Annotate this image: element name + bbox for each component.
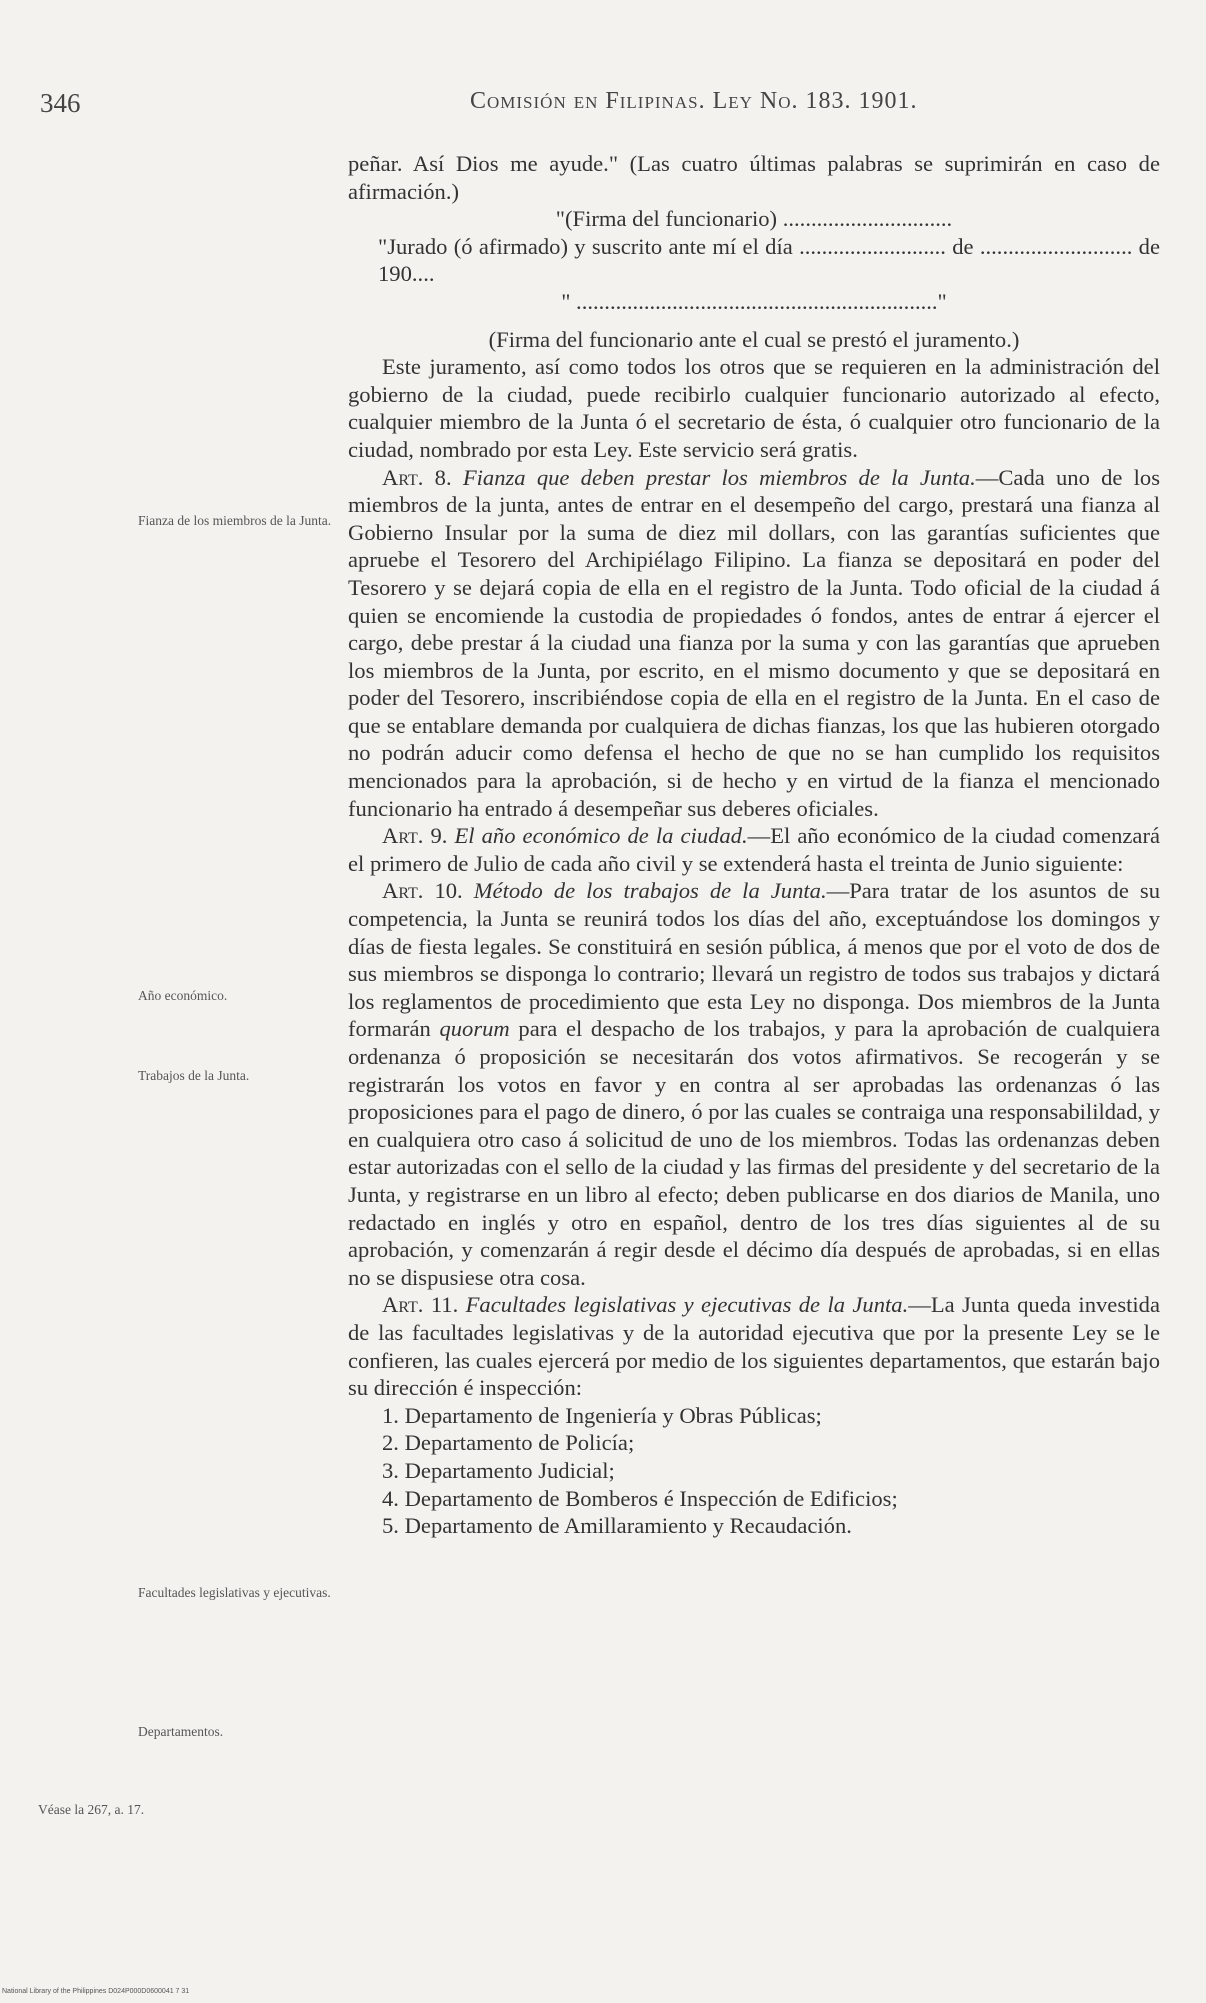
paragraph-oath-end: peñar. Así Dios me ayude." (Las cuatro últimas palabras se suprimirán en caso de afirmación.) xyxy=(348,151,1160,204)
margin-note-facultades: Facultades legislativas y ejecutivas. xyxy=(138,1585,331,1600)
department-item: 5. Departamento de Amillaramiento y Recaudación. xyxy=(382,1513,852,1539)
article-8 xyxy=(348,464,1160,823)
article-10-text-a: —Para tratar de los asuntos de su competencia, la Junta se reunirá todos los días del año, exceptuándose los domingos y días de fiesta legales. Se constituirá en sesión pública, á menos que por el voto de dos de sus miembros se disponga lo contrario; llevará un registro de todos sus trabajos y dictará los reglamentos de procedimiento que esta Ley no disponga. Dos miembros de la Junta formarán xyxy=(348,878,1160,1042)
page-header xyxy=(40,88,1170,128)
main-text xyxy=(348,150,1160,1540)
departments-list xyxy=(348,1402,1160,1540)
article-8-text: —Cada uno de los miembros de la junta, antes de entrar en el desempeño del cargo, prestará una fianza al Gobierno Insular por la suma de diez mil dollars, con las garantías suficientes que apruebe el Tesorero del Archipiélago Filipino. La fianza se depositará en poder del Tesorero y se dejará copia de ella en el registro de la Junta. Todo oficial de la ciudad á quien se encomiende la custodia de propiedades ó fondos, antes de entrar á ejercer el cargo, debe prestar á la ciudad una fianza por la suma y con las garantías que aprueben los miembros de la Junta, por escrito, en el mismo documento y que se depositará en poder del Tesorero, inscribiéndose copia de ella en el registro de la Junta. En el caso de que se entablare demanda por cualquiera de dichas fianzas, los que las hubieren otorgado no podrán aducir como defensa el hecho de que no se han cumplido los requisitos mencionados para la aprobación, si de hecho y en virtud de la fianza el mencionado funcionario ha entrado á desempeñar sus deberes oficiales. xyxy=(348,464,1161,821)
department-item: 3. Departamento Judicial; xyxy=(382,1457,615,1483)
margin-note-departamentos: Departamentos. xyxy=(138,1724,224,1739)
scan-credit: National Library of the Philippines D024P000D0600041 7 31 xyxy=(2,1988,190,1995)
article-9 xyxy=(348,822,1160,877)
page-number: 346 xyxy=(40,88,81,118)
article-9-number: Art. 9. xyxy=(382,823,448,849)
signature-officer-caption: (Firma del funcionario ante el cual se prestó el juramento.) xyxy=(488,326,1020,352)
department-item: 2. Departamento de Policía; xyxy=(382,1430,635,1456)
sworn-line: "Jurado (ó afirmado) y suscrito ante mí el día .......................... de ........................... de 190.... xyxy=(378,233,1160,287)
article-10-text-b: para el despacho de los trabajos, y para la aprobación de cualquiera ordenanza ó proposición se necesitarán dos votos afirmativos. Se recogerán y se registrarán los votos en favor y en contra al ser aprobadas las ordenanzas ó las proposiciones para el pago de dinero, ó por las cuales se contraiga una responsabilildad, y en cualquiera otro caso á solicitud de uno de los miembros. Todas las ordenanzas deben estar autorizadas con el sello de la ciudad y las firmas del presidente y del secretario de la Junta, y registrarse en un libro al efecto; deben publicarse en dos diarios de Manila, uno redactado en inglés y otro en español, dentro de los tres días siguientes al de su aprobación, y comenzarán á regir desde el décimo día después de aprobadas, si en ellas no se dispusiese otra cosa. xyxy=(348,1016,1160,1290)
article-11-title: Facultades legislativas y ejecutivas de la Junta. xyxy=(465,1292,909,1318)
article-10-quorum: quorum xyxy=(439,1016,510,1042)
article-11-text: —La Junta queda investida de las facultades legislativas y de la autoridad ejecutiva que por la presente Ley se le confieren, las cuales ejercerá por medio de los siguientes departamentos, que estarán bajo su dirección é inspección: xyxy=(348,1292,1160,1401)
running-head: Comisión en Filipinas. Ley No. 183. 1901. xyxy=(470,88,918,114)
article-10-number: Art. 10. xyxy=(382,878,463,904)
margin-note-ano: Año económico. xyxy=(138,988,228,1003)
signature-blank: " ................................................................" xyxy=(561,288,947,314)
article-11 xyxy=(348,1291,1160,1401)
department-item: 1. Departamento de Ingeniería y Obras Públicas; xyxy=(382,1402,822,1428)
margin-note-fianza: Fianza de los miembros de la Junta. xyxy=(138,513,332,528)
article-10-title: Método de los trabajos de la Junta. xyxy=(473,878,827,904)
margin-note-vease: Véase la 267, a. 17. xyxy=(38,1802,145,1817)
paragraph-oath-admin: Este juramento, así como todos los otros que se requieren en la administración del gobierno de la ciudad, puede recibirlo cualquier funcionario autorizado al efecto, cualquier miembro de la Junta ó el secretario de ésta, ó cualquier otro funcionario de la ciudad, nombrado por esta Ley. Este servicio será gratis. xyxy=(348,354,1160,462)
article-8-title: Fianza que deben prestar los miembros de la Junta. xyxy=(462,464,976,490)
signature-official: "(Firma del funcionario) .............................. xyxy=(555,206,953,232)
article-10 xyxy=(348,877,1160,1291)
department-item: 4. Departamento de Bomberos é Inspección de Edificios; xyxy=(382,1485,898,1511)
article-9-text: —El año económico de la ciudad comenzará el primero de Julio de cada año civil y se extenderá hasta el treinta de Junio siguiente: xyxy=(348,823,1160,876)
article-8-number: Art. 8. xyxy=(382,464,452,490)
margin-note-trabajos: Trabajos de la Junta. xyxy=(138,1068,250,1083)
article-9-title: El año económico de la ciudad. xyxy=(454,823,748,849)
article-11-number: Art. 11. xyxy=(382,1292,459,1318)
